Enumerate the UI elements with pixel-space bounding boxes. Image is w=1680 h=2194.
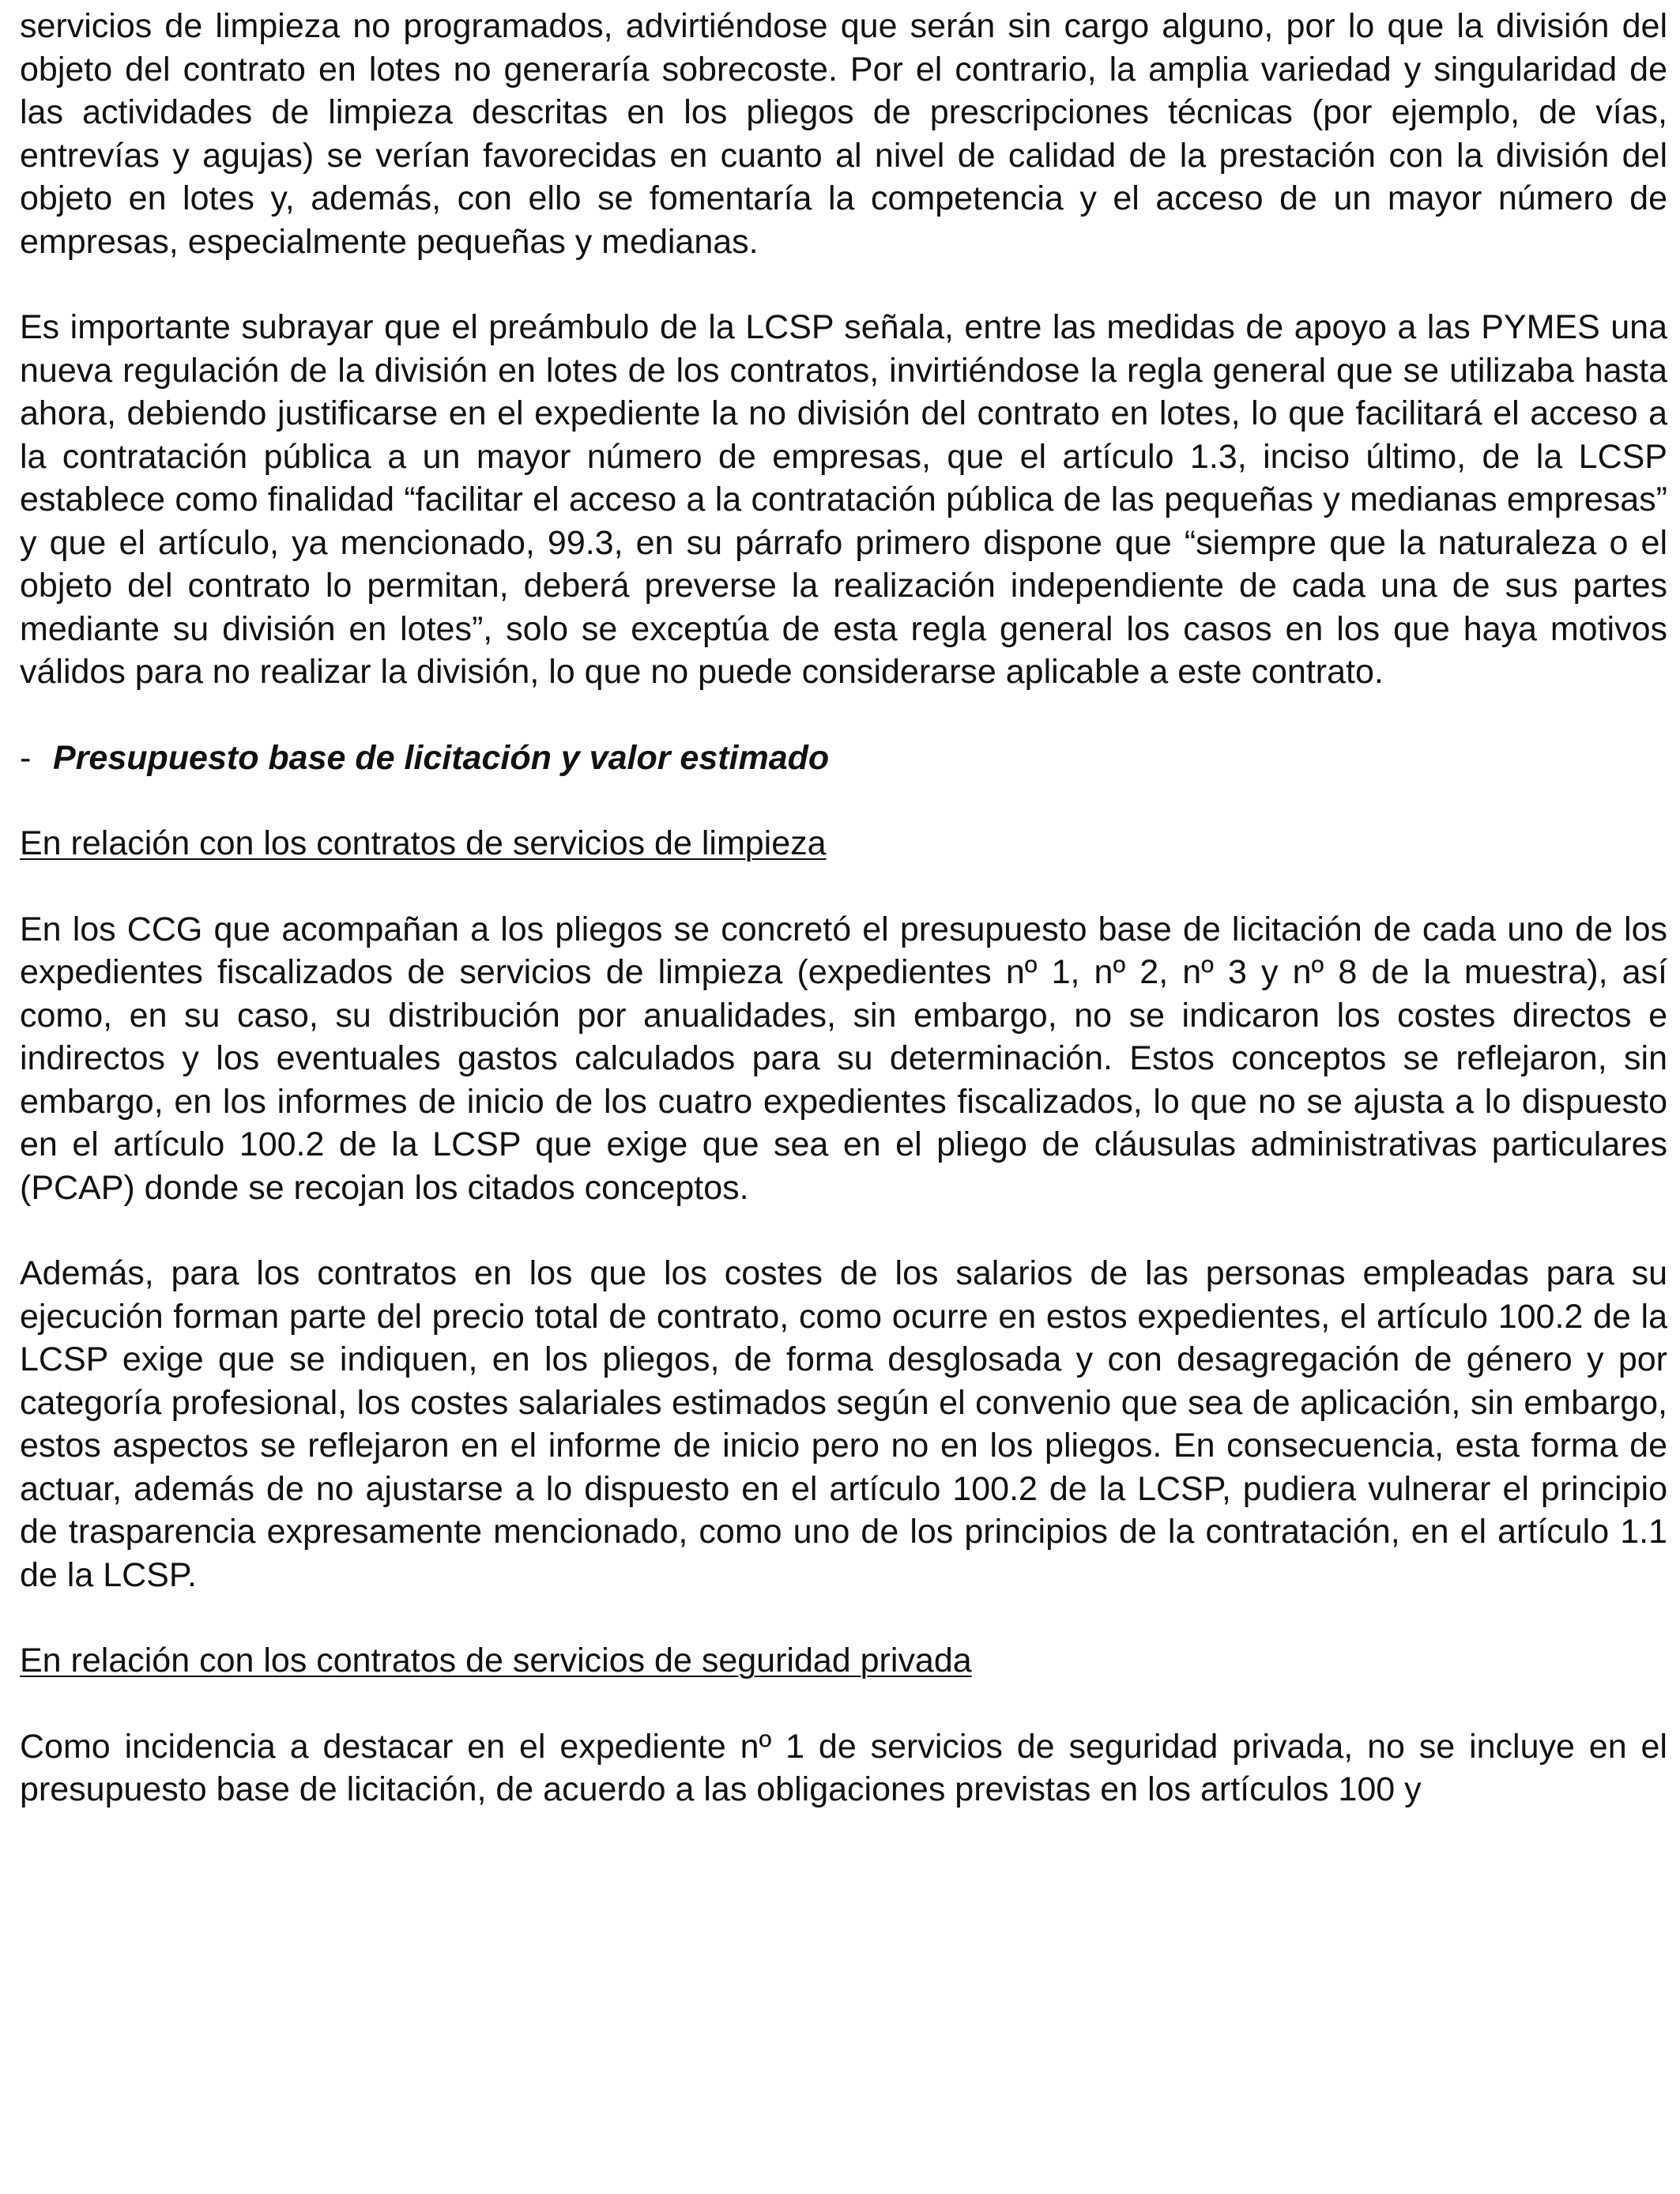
section-heading [20, 737, 1667, 780]
section-heading-text: Presupuesto base de licitación y valor estimado [53, 738, 830, 777]
section-heading-dash: - [20, 738, 32, 777]
paragraph-costes-salariales: Además, para los contratos en los que los costes de los salarios de las personas empleadas para su ejecución forman parte del precio total de contrato, como ocurre en estos expedientes, el artículo 100.2 de la LCSP exige que se indiquen, en los pliegos, de forma desglosada y con desagregación de género y por categoría profesional, los costes salariales estimados según el convenio que sea de aplicación, sin embargo, estos aspectos se reflejaron en el informe de inicio pero no en los pliegos. En consecuencia, esta forma de actuar, además de no ajustarse a lo dispuesto en el artículo 100.2 de la LCSP, pudiera vulnerar el principio de trasparencia expresamente mencionado, como uno de los principios de la contratación, en el artículo 1.1 de la LCSP. [20, 1254, 1667, 1594]
paragraph-seguridad-privada: Como incidencia a destacar en el expediente nº 1 de servicios de seguridad privada, no se incluye en el presupuesto base de licitación, de acuerdo a las obligaciones previstas en los artículos 100 y [20, 1727, 1667, 1808]
subheading-seguridad: En relación con los contratos de servicios de seguridad privada [20, 1642, 972, 1679]
paragraph-ccg-presupuesto: En los CCG que acompañan a los pliegos se concretó el presupuesto base de licitación de cada uno de los expedientes fiscalizados de servicios de limpieza (expedientes nº 1, nº 2, nº 3 y nº 8 de la muestra), así como, en su caso, su distribución por anualidades, sin embargo, no se indicaron los costes directos e indirectos y los eventuales gastos calculados para su determinación. Estos conceptos se reflejaron, sin embargo, en los informes de inicio de los cuatro expedientes fiscalizados, lo que no se ajusta a lo dispuesto en el artículo 100.2 de la LCSP que exige que sea en el pliego de cláusulas administrativas particulares (PCAP) donde se recojan los citados conceptos. [20, 910, 1667, 1207]
subheading-limpieza: En relación con los contratos de servicios de limpieza [20, 824, 827, 862]
paragraph-preambulo-lcsp: Es importante subrayar que el preámbulo de la LCSP señala, entre las medidas de apoyo a las PYMES una nueva regulación de la división en lotes de los contratos, invirtiéndose la regla general que se utilizaba hasta ahora, debiendo justificarse en el expediente la no división del contrato en lotes, lo que facilitará el acceso a la contratación pública a un mayor número de empresas, que el artículo 1.3, inciso último, de la LCSP establece como finalidad “facilitar el acceso a la contratación pública de las pequeñas y medianas empresas” y que el artículo, ya mencionado, 99.3, en su párrafo primero dispone que “siempre que la naturaleza o el objeto del contrato lo permitan, deberá preverse la realización independiente de cada una de sus partes mediante su división en lotes”, solo se exceptúa de esta regla general los casos en los que haya motivos válidos para no realizar la división, lo que no puede considerarse aplicable a este contrato. [20, 308, 1667, 691]
document-page [20, 5, 1667, 1854]
paragraph-division-lotes: servicios de limpieza no programados, advirtiéndose que serán sin cargo alguno, por lo que la división del objeto del contrato en lotes no generaría sobrecoste. Por el contrario, la amplia variedad y singularidad de las actividades de limpieza descritas en los pliegos de prescripciones técnicas (por ejemplo, de vías, entrevías y agujas) se verían favorecidas en cuanto al nivel de calidad de la prestación con la división del objeto en lotes y, además, con ello se fomentaría la competencia y el acceso de un mayor número de empresas, especialmente pequeñas y medianas. [20, 7, 1667, 261]
